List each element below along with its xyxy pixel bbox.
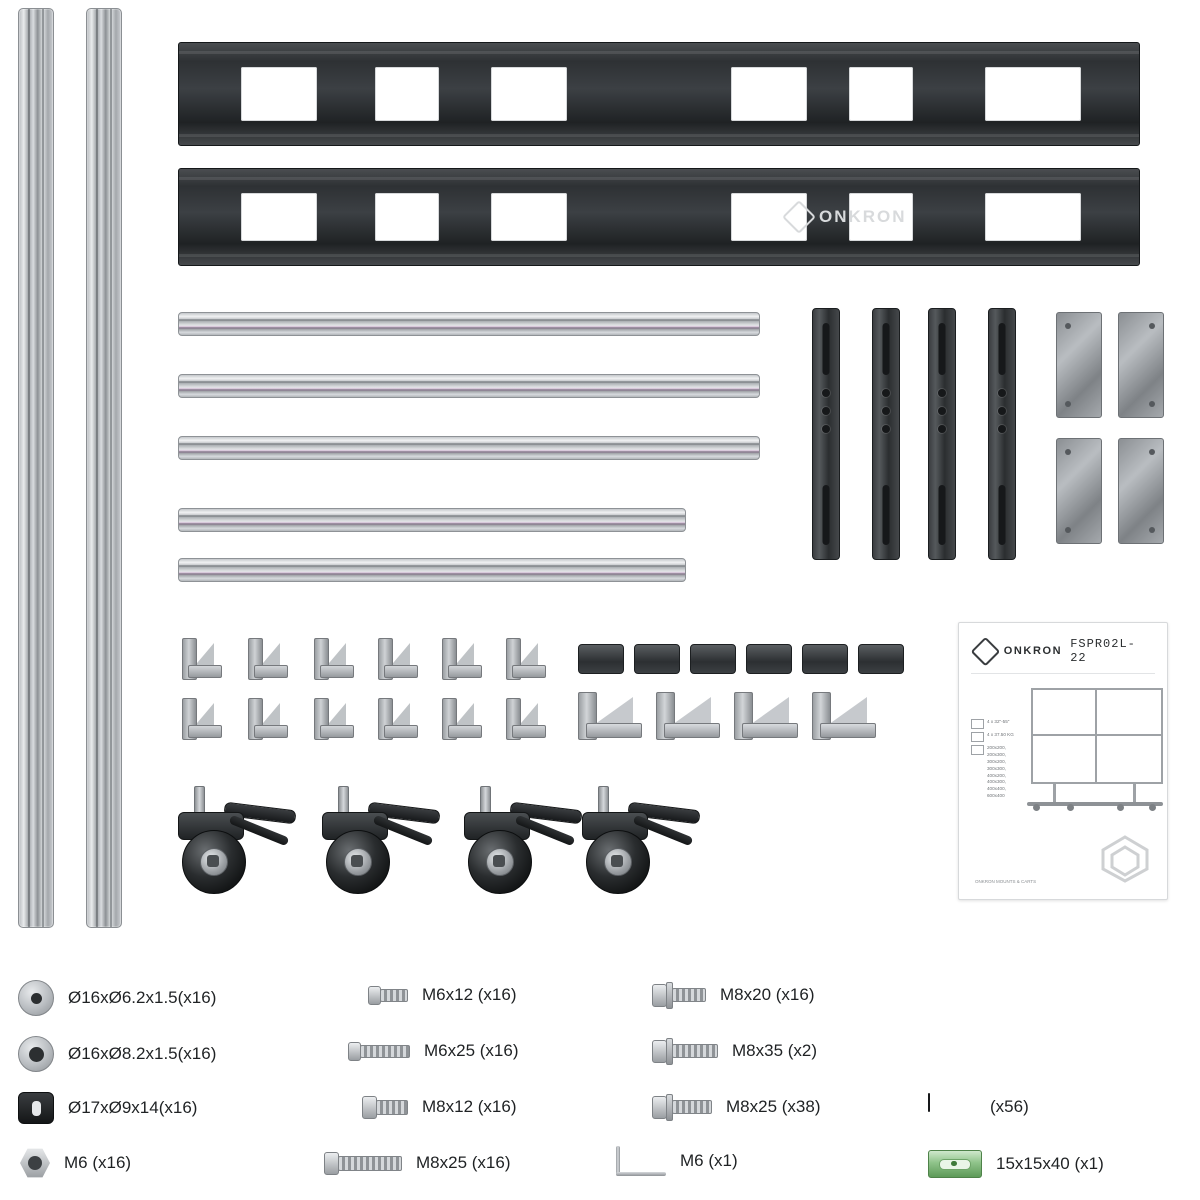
plate-hole: [1149, 401, 1155, 407]
bracket-hole: [938, 389, 946, 397]
caster-nut: [611, 855, 623, 867]
flange-bolt-icon: [652, 1036, 718, 1066]
legend-item-screw-m8x12: [362, 1092, 516, 1122]
bracket-hole: [998, 389, 1006, 397]
manual-spec-row: [971, 745, 1021, 800]
aluminium-rail-1: [178, 312, 760, 336]
small-l-bracket: [248, 698, 286, 738]
tv-bracket-3: [928, 308, 956, 560]
plate-hole: [1065, 323, 1071, 329]
legend-label: M8x25 (x16): [416, 1153, 511, 1172]
legend-label: M6 (x16): [64, 1153, 132, 1172]
vesa-icon: [971, 745, 984, 755]
aluminium-rail-3: [178, 436, 760, 460]
legend-item-bubble-level: [928, 1150, 1104, 1178]
screw-shaft: [376, 1100, 408, 1115]
brand-label-group: [787, 205, 907, 229]
aluminium-rail-5: [178, 558, 686, 582]
hardware-legend: [0, 968, 1200, 1200]
beam-slot: [731, 67, 807, 121]
caster-wheel: [576, 786, 696, 896]
cart-leg: [1133, 782, 1136, 804]
video-wall-screens: [1031, 688, 1163, 784]
plate-hole: [1065, 449, 1071, 455]
small-l-bracket: [506, 638, 544, 678]
allen-long-arm: [616, 1172, 666, 1176]
screw-icon: [362, 1092, 408, 1122]
screw-shaft: [380, 989, 408, 1002]
legend-label: M8x12 (x16): [422, 1097, 517, 1116]
legend-item-screw-m6x25: [348, 1036, 518, 1066]
clip-body: [928, 1093, 930, 1112]
legend-label: M6x12 (x16): [422, 985, 517, 1004]
caster-wheel: [316, 786, 436, 896]
bracket-hole: [822, 389, 830, 397]
caster-nut: [207, 855, 219, 867]
black-pad: [746, 644, 792, 674]
bracket-slot: [999, 323, 1006, 375]
cart-wheel: [1149, 804, 1156, 811]
small-l-bracket: [314, 698, 352, 738]
flat-washer-icon: [18, 980, 54, 1016]
legend-label: M6 (x1): [680, 1151, 738, 1170]
manual-spec-row: [971, 732, 1021, 742]
cart-wheel: [1067, 804, 1074, 811]
cart-wheel: [1033, 804, 1040, 811]
hex-nut-icon: [20, 1148, 50, 1178]
large-l-bracket: [656, 692, 718, 738]
manual-footer-brand: ONKRON MOUNTS & CARTS: [975, 878, 1037, 884]
screw-icon: [348, 1036, 410, 1066]
bracket-hole: [938, 407, 946, 415]
screw-head: [362, 1096, 377, 1119]
legend-item-cable-clip: [928, 1094, 1029, 1120]
bracket-hole: [998, 407, 1006, 415]
beam-slot: [985, 193, 1081, 241]
bolt-shaft: [672, 1100, 712, 1114]
beam-slot: [241, 193, 317, 241]
grey-plate-4: [1118, 438, 1164, 544]
small-l-bracket: [182, 698, 220, 738]
washer-hole: [29, 1047, 44, 1062]
small-l-bracket: [506, 698, 544, 738]
screw-shaft: [338, 1156, 402, 1171]
screen-size-icon: [971, 719, 984, 729]
flat-washer-large-icon: [18, 1036, 54, 1072]
large-l-bracket: [734, 692, 796, 738]
legend-item-allen-key: [612, 1144, 738, 1178]
tv-bracket-1: [812, 308, 840, 560]
bolt-head: [652, 1096, 667, 1119]
cart-wheel: [1117, 804, 1124, 811]
washer-hole: [31, 993, 42, 1004]
level-bubble: [951, 1161, 957, 1166]
caster-wheel: [458, 786, 578, 896]
legend-label: M8x25 (x38): [726, 1097, 821, 1116]
manual-model: FSPR02L-22: [1070, 637, 1136, 665]
beam-slot: [491, 193, 567, 241]
black-beam-top: [178, 42, 1140, 146]
tv-bracket-2: [872, 308, 900, 560]
beam-slot: [491, 67, 567, 121]
screw-icon: [324, 1148, 402, 1178]
screw-icon: [368, 980, 408, 1010]
small-l-bracket: [314, 638, 352, 678]
screw-shaft: [360, 1045, 410, 1058]
black-pad: [690, 644, 736, 674]
black-pad: [634, 644, 680, 674]
plate-hole: [1065, 527, 1071, 533]
small-l-bracket: [378, 698, 416, 738]
beam-slot-group: [179, 43, 1139, 145]
tv-bracket-4: [988, 308, 1016, 560]
caster-nut: [351, 855, 363, 867]
brand-name: ONKRON: [819, 207, 907, 226]
cart-illustration: [1027, 782, 1163, 810]
small-l-bracket: [182, 638, 220, 678]
legend-label: 15x15x40 (x1): [996, 1154, 1104, 1173]
plate-hole: [1149, 323, 1155, 329]
bubble-level-icon: [928, 1150, 982, 1178]
aluminium-rail-4: [178, 508, 686, 532]
sleeve-hole: [32, 1101, 41, 1116]
legend-item-screw-m8x25: [324, 1148, 510, 1178]
bolt-head: [652, 1040, 667, 1063]
flange-bolt-icon: [652, 1092, 712, 1122]
screw-head: [324, 1152, 339, 1175]
legend-item-sleeve: [18, 1092, 197, 1124]
beam-slot-group: [179, 169, 1139, 265]
legend-item-nut: [20, 1148, 131, 1178]
caster-nut: [493, 855, 505, 867]
grey-plate-3: [1056, 438, 1102, 544]
onkron-watermark-icon: [1099, 833, 1151, 885]
grey-plate-1: [1056, 312, 1102, 418]
legend-label: M6x25 (x16): [424, 1041, 519, 1060]
bracket-hole: [882, 425, 890, 433]
large-l-bracket: [812, 692, 874, 738]
small-l-bracket: [248, 638, 286, 678]
cart-leg: [1053, 782, 1056, 804]
grey-plate-2: [1118, 312, 1164, 418]
beam-slot: [849, 67, 913, 121]
bracket-hole: [822, 407, 830, 415]
beam-slot: [985, 67, 1081, 121]
beam-slot: [375, 67, 439, 121]
bolt-shaft: [672, 988, 706, 1002]
spacer-sleeve-icon: [18, 1092, 54, 1124]
onkron-logo-icon: [782, 200, 816, 234]
bolt-head: [652, 984, 667, 1007]
legend-item-bolt-m8x20: [652, 980, 814, 1010]
legend-item-bolt-m8x35: [652, 1036, 817, 1066]
plate-hole: [1149, 449, 1155, 455]
bracket-hole: [998, 425, 1006, 433]
manual-spec-list: [971, 719, 1021, 803]
large-l-bracket: [578, 692, 640, 738]
cable-clip-icon: [928, 1094, 976, 1120]
vertical-post-right: [86, 8, 122, 928]
bracket-hole: [882, 407, 890, 415]
bracket-hole: [938, 425, 946, 433]
bracket-hole: [882, 389, 890, 397]
legend-label: Ø16xØ8.2x1.5(x16): [68, 1044, 217, 1063]
manual-illustration: [1021, 682, 1153, 832]
bolt-shaft: [672, 1044, 718, 1058]
legend-label: Ø16xØ6.2x1.5(x16): [68, 988, 217, 1007]
bracket-slot: [939, 323, 946, 375]
legend-item-screw-m6x12: [368, 980, 516, 1010]
allen-key-icon: [612, 1144, 666, 1178]
bracket-slot: [999, 485, 1006, 545]
nut-hole: [28, 1156, 42, 1170]
screen-divider-vertical: [1095, 690, 1097, 782]
beam-slot: [241, 67, 317, 121]
legend-label: M8x35 (x2): [732, 1041, 818, 1060]
legend-label: (x56): [990, 1097, 1029, 1116]
instruction-manual-card: [958, 622, 1168, 900]
bracket-hole: [822, 425, 830, 433]
black-beam-bottom: [178, 168, 1140, 266]
manual-spec-row: [971, 719, 1021, 729]
aluminium-rail-2: [178, 374, 760, 398]
bracket-slot: [823, 323, 830, 375]
black-pad: [802, 644, 848, 674]
legend-item-bolt-m8x25: [652, 1092, 820, 1122]
caster-wheel: [172, 786, 292, 896]
spec-max-weight: 4 x 37.50 KG: [987, 732, 1014, 737]
screen-divider-horizontal: [1033, 734, 1161, 736]
legend-label: Ø17xØ9x14(x16): [68, 1098, 198, 1117]
plate-hole: [1065, 401, 1071, 407]
bracket-slot: [939, 485, 946, 545]
black-pad: [858, 644, 904, 674]
legend-item-washer-2: [18, 1036, 216, 1072]
small-l-bracket: [442, 698, 480, 738]
legend-item-washer-1: [18, 980, 216, 1016]
cart-base: [1027, 802, 1163, 806]
manual-divider: [971, 673, 1155, 674]
manual-header: [959, 623, 1167, 671]
small-l-bracket: [378, 638, 416, 678]
plate-hole: [1149, 527, 1155, 533]
bracket-slot: [883, 323, 890, 375]
spec-vesa: 200x200, 200x300, 300x200, 300x300, 400x200, 400x300, 400x400, 600x400: [987, 745, 1006, 799]
spec-screen-size: 4 x 32"-55": [987, 719, 1010, 724]
black-pad: [578, 644, 624, 674]
beam-slot: [375, 193, 439, 241]
small-l-bracket: [442, 638, 480, 678]
flange-bolt-icon: [652, 980, 706, 1010]
bracket-slot: [823, 485, 830, 545]
bracket-slot: [883, 485, 890, 545]
vertical-post-left: [18, 8, 54, 928]
manual-brand: ONKRON: [1003, 645, 1063, 657]
legend-label: M8x20 (x16): [720, 985, 815, 1004]
onkron-logo-icon: [971, 636, 1001, 666]
max-weight-icon: [971, 732, 984, 742]
